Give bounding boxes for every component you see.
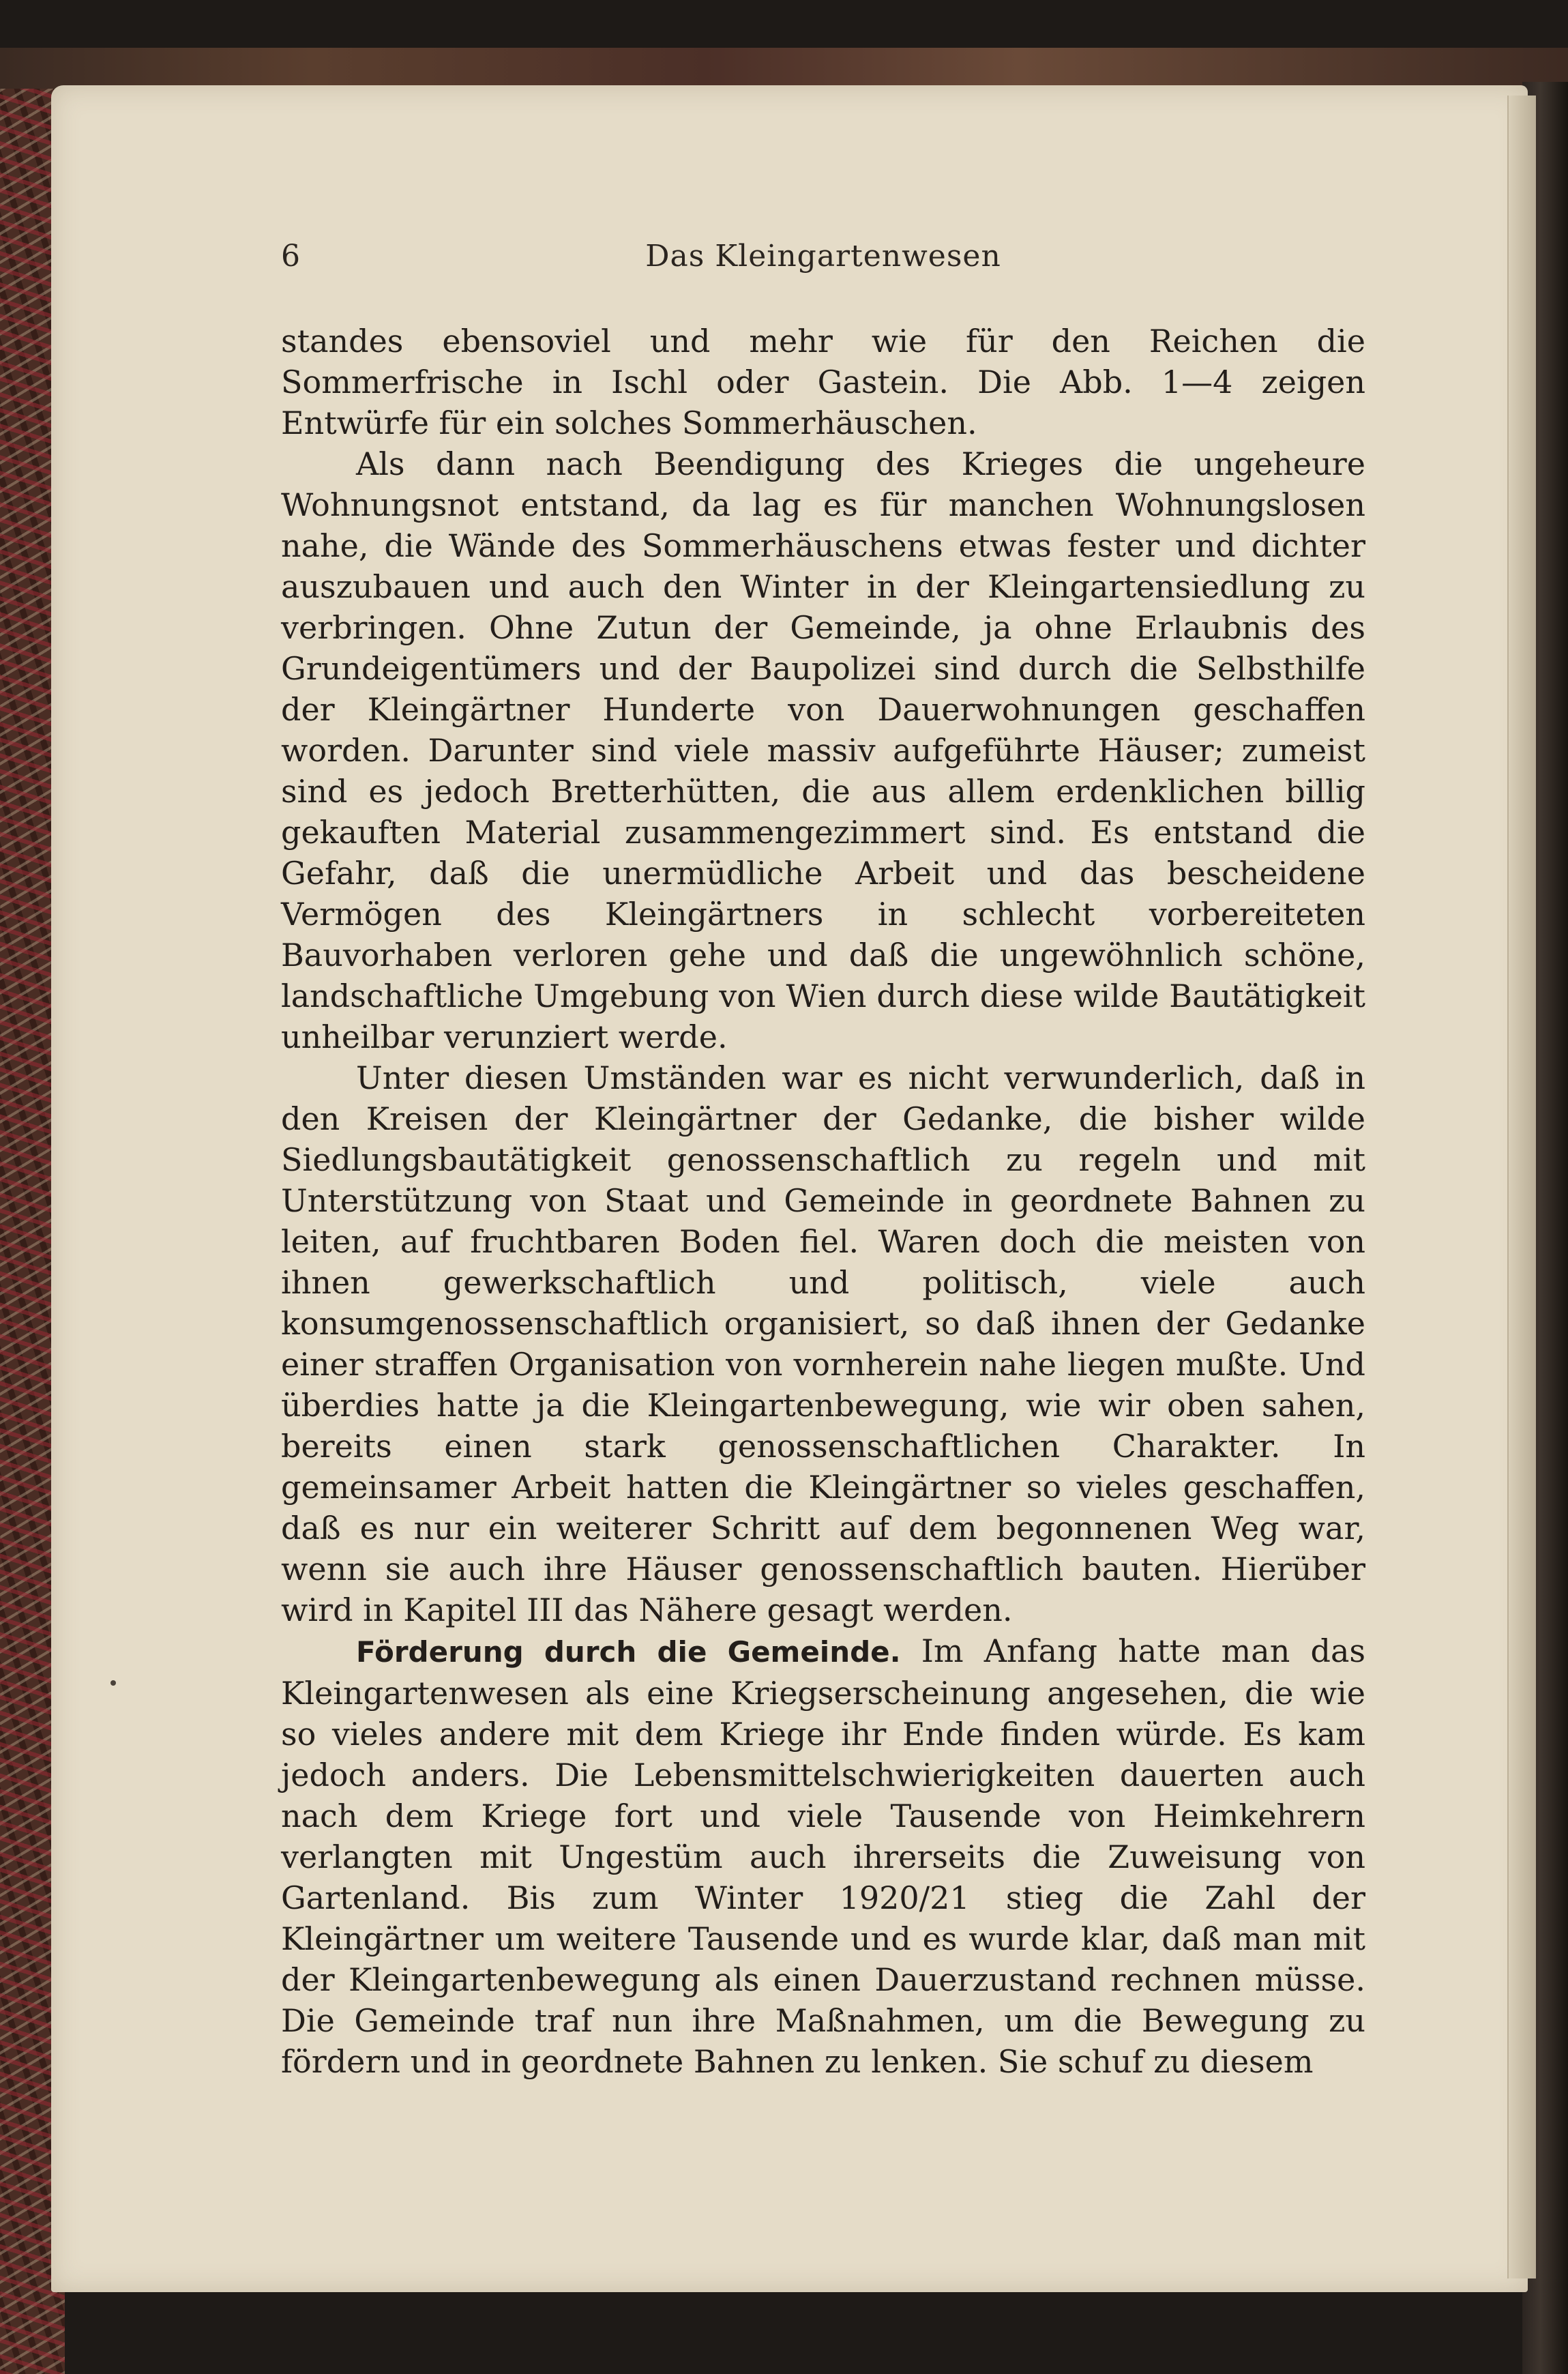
paragraph-text: Als dann nach Beendigung des Krieges die ungeheure Wohnungsnot entstand, da lag es für manchen Wohnungslosen nahe, die Wände des Sommerhäuschens etwas fester und dichter auszubauen und auch den Winter in der Kleingartensiedlung zu verbringen. Ohne Zutun der Gemeinde, ja ohne Erlaubnis des Grundeigentümers und der Baupolizei sind durch die Selbsthilfe der Kleingärtner Hunderte von Dauerwohnungen geschaffen worden. Darunter sind viele massiv aufgeführte Häuser; zumeist sind es jedoch Bretterhütten, die aus allem erdenklichen billig gekauften Material zusammengezimmert sind. Es entstand die Gefahr, daß die unermüdliche Arbeit und das bescheidene Vermögen des Kleingärtners in schlecht vorbereiteten Bauvorhaben verloren gehe und daß die ungewöhnlich schöne, landschaftliche Umgebung von Wien durch diese wilde Bautätigkeit unheilbar verunziert werde. bbox=[281, 445, 1365, 1055]
body-text bbox=[281, 321, 1365, 2082]
page-header bbox=[281, 239, 1365, 287]
page-stack-edge bbox=[1507, 96, 1536, 2278]
paragraph-3 bbox=[281, 1057, 1365, 1630]
paragraph-text: standes ebensoviel und mehr wie für den Reichen die Sommerfrische in Ischl oder Gastein. Die Abb. 1—4 zeigen Entwürfe für ein solches Sommerhäuschen. bbox=[281, 323, 1365, 441]
paragraph-text: Unter diesen Umständen war es nicht verwunderlich, daß in den Kreisen der Kleingärtner der Gedanke, die bisher wilde Siedlungsbautätigkeit genossenschaftlich zu regeln und mit Unterstützung von Staat und Gemeinde in geordnete Bahnen zu leiten, auf fruchtbaren Boden fiel. Waren doch die meisten von ihnen gewerkschaftlich und politisch, viele auch konsumgenossenschaftlich organisiert, so daß ihnen der Gedanke einer straffen Organisation von vornherein nahe liegen mußte. Und überdies hatte ja die Kleingartenbewegung, wie wir oben sahen, bereits einen stark genossenschaftlichen Charakter. In gemeinsamer Arbeit hatten die Kleingärtner so vieles geschaffen, daß es nur ein weiterer Schritt auf dem begonnenen Weg war, wenn sie auch ihre Häuser genossenschaftlich bauten. Hierüber wird in Kapitel III das Nähere gesagt werden. bbox=[281, 1059, 1365, 1628]
running-head: Das Kleingartenwesen bbox=[645, 239, 1001, 274]
paragraph-1 bbox=[281, 321, 1365, 443]
paragraph-text: Im Anfang hatte man das Kleingartenwesen als eine Kriegserscheinung angesehen, die wie so vieles andere mit dem Kriege ihr Ende finden würde. Es kam jedoch anders. Die Lebensmittelschwierigkeiten dauerten auch nach dem Kriege fort und viele Tausende von Heimkehrern verlangten mit Ungestüm auch ihrerseits die Zuweisung von Gartenland. Bis zum Winter 1920/21 stieg die Zahl der Kleingärtner um weitere Tausende und es wurde klar, daß man mit der Kleingartenbewegung als einen Dauerzustand rechnen müsse. Die Gemeinde traf nun ihre Maßnahmen, um die Bewegung zu fördern und in geordnete Bahnen zu lenken. Sie schuf zu diesem bbox=[281, 1632, 1365, 2080]
paragraph-2 bbox=[281, 443, 1365, 1057]
section-heading: Förderung durch die Gemeinde. bbox=[356, 1635, 901, 1669]
page-number: 6 bbox=[281, 239, 300, 274]
margin-dot bbox=[110, 1680, 116, 1686]
paragraph-4 bbox=[281, 1630, 1365, 2082]
